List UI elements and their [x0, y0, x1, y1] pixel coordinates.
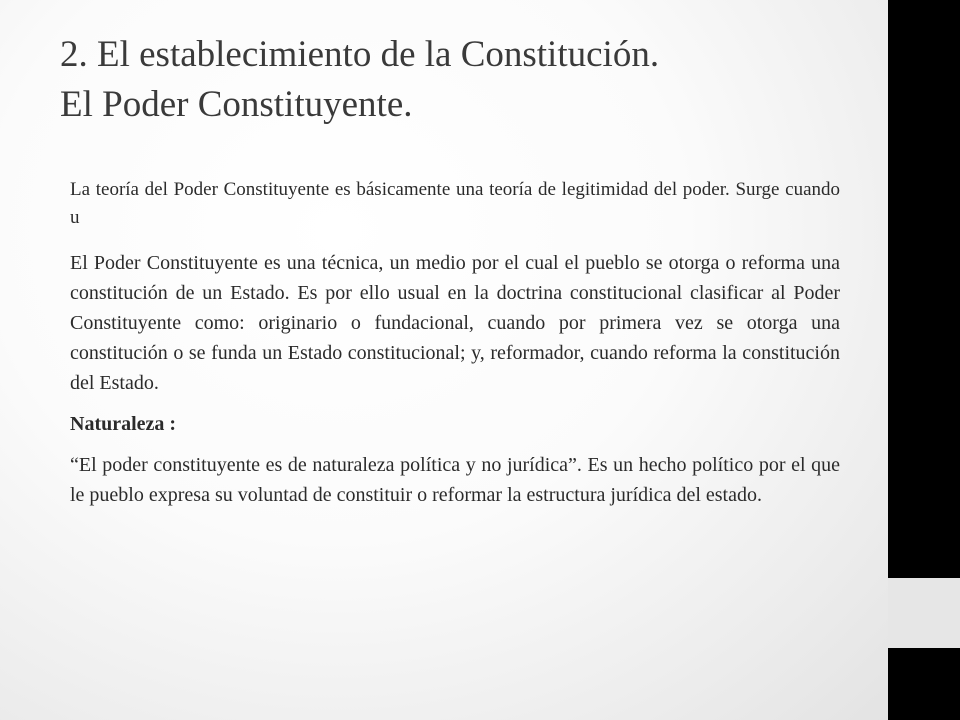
sidebar-block-top — [888, 0, 960, 578]
heading-naturaleza: Naturaleza : — [70, 413, 177, 435]
sidebar-block-bottom — [888, 648, 960, 720]
paragraph-theory: La teoría del Poder Constituyente es básicamente una teoría de legitimidad del poder. Surge cuando u — [70, 179, 840, 228]
paragraph-quote: “El poder constituyente es de naturaleza política y no jurídica”. Es un hecho político por el que le pueblo expresa su voluntad de constituir o reformar la estructura jurídica del estado. — [70, 454, 840, 506]
slide-title-line-2: El Poder Constituyente. — [60, 84, 413, 125]
slide-title — [60, 30, 860, 130]
slide-title-line-1: 2. El establecimiento de la Constitución. — [60, 34, 660, 75]
paragraph-technique: El Poder Constituyente es una técnica, un medio por el cual el pueblo se otorga o reforma una constitución de un Estado. Es por ello usual en la doctrina constitucional clasificar al Poder Constituyente como: originario o fundacional, cuando por primera vez se otorga una constitución o se funda un Estado constitucional; y, reformador, cuando reforma la constitución del Estado. — [70, 252, 840, 394]
slide-body — [70, 176, 840, 521]
sidebar-block-accent — [888, 578, 960, 648]
